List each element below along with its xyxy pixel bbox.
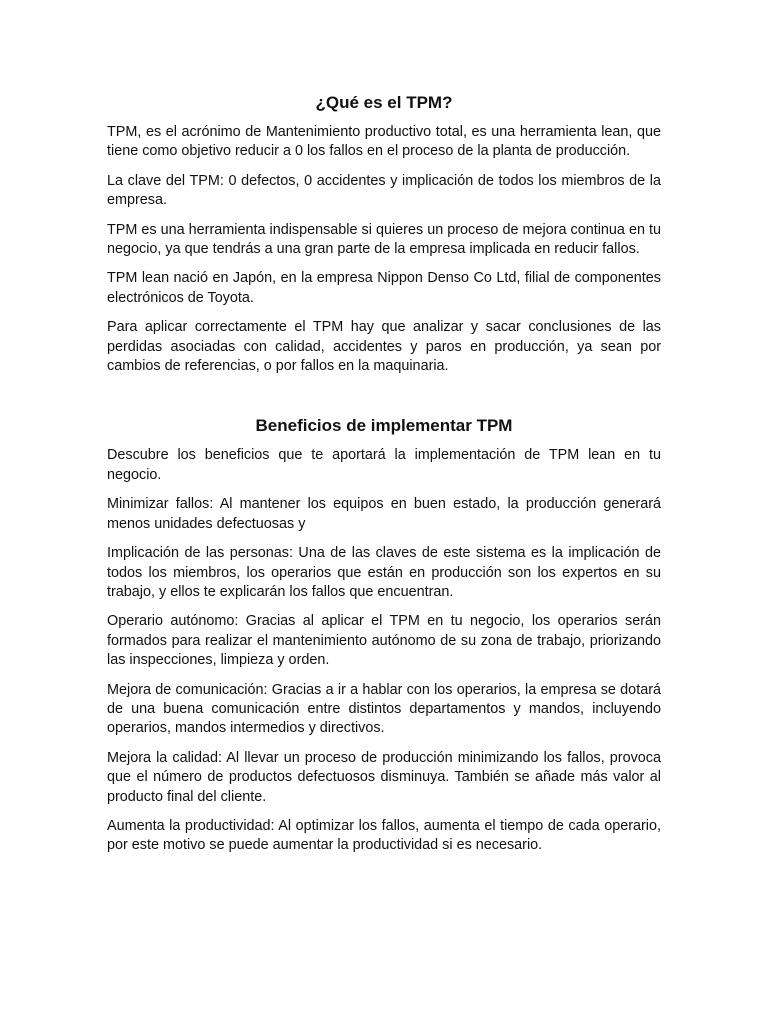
paragraph: Minimizar fallos: Al mantener los equipos en buen estado, la producción generará menos unidades defectuosas y (107, 496, 661, 532)
paragraph: La clave del TPM: 0 defectos, 0 accidentes y implicación de todos los miembros de la empresa. (107, 172, 661, 209)
paragraph: Para aplicar correctamente el TPM hay que analizar y sacar conclusiones de las perdidas asociadas con calidad, accidentes y paros en producción, ya sean por cambios de referencias, o por fallos en la maquinaria. (107, 319, 661, 375)
paragraph: Aumenta la productividad: Al optimizar los fallos, aumenta el tiempo de cada operario, por este motivo se puede aumentar la productividad si es necesario. (107, 817, 661, 854)
paragraph: Mejora de comunicación: Gracias a ir a hablar con los operarios, la empresa se dotará de una buena comunicación entre distintos departamentos y mandos, incluyendo operarios, mandos intermedios y directivos. (107, 681, 661, 737)
section-title: Beneficios de implementar TPM (255, 416, 513, 436)
paragraph: Operario autónomo: Gracias al aplicar el TPM en tu negocio, los operarios serán formados para realizar el mantenimiento autónomo de su zona de trabajo, priorizando las inspecciones, limpieza y orden. (107, 613, 661, 669)
section-tpm-benefits (107, 415, 661, 855)
paragraph: Implicación de las personas: Una de las claves de este sistema es la implicación de todos los miembros, los operarios que están en producción son los expertos en su trabajo, y ellos te explicarán los fallos que encuentran. (107, 545, 661, 600)
paragraph: TPM, es el acrónimo de Mantenimiento productivo total, es una herramienta lean, que tiene como objetivo reducir a 0 los fallos en el proceso de la planta de producción. (107, 124, 661, 160)
paragraph: Descubre los beneficios que te aportará la implementación de TPM lean en tu negocio. (107, 447, 661, 483)
section-title: ¿Qué es el TPM? (315, 93, 453, 112)
paragraph: TPM lean nació en Japón, en la empresa Nippon Denso Co Ltd, filial de componentes electrónicos de Toyota. (107, 270, 661, 306)
document-page (107, 92, 661, 856)
paragraph: TPM es una herramienta indispensable si quieres un proceso de mejora continua en tu negocio, ya que tendrás a una gran parte de la empresa implicada en reducir fallos. (107, 221, 661, 258)
paragraph: Mejora la calidad: Al llevar un proceso de producción minimizando los fallos, provoca que el número de productos defectuosos disminuya. También se añade más valor al producto final del cliente. (107, 749, 661, 805)
section-what-is-tpm (107, 92, 661, 376)
